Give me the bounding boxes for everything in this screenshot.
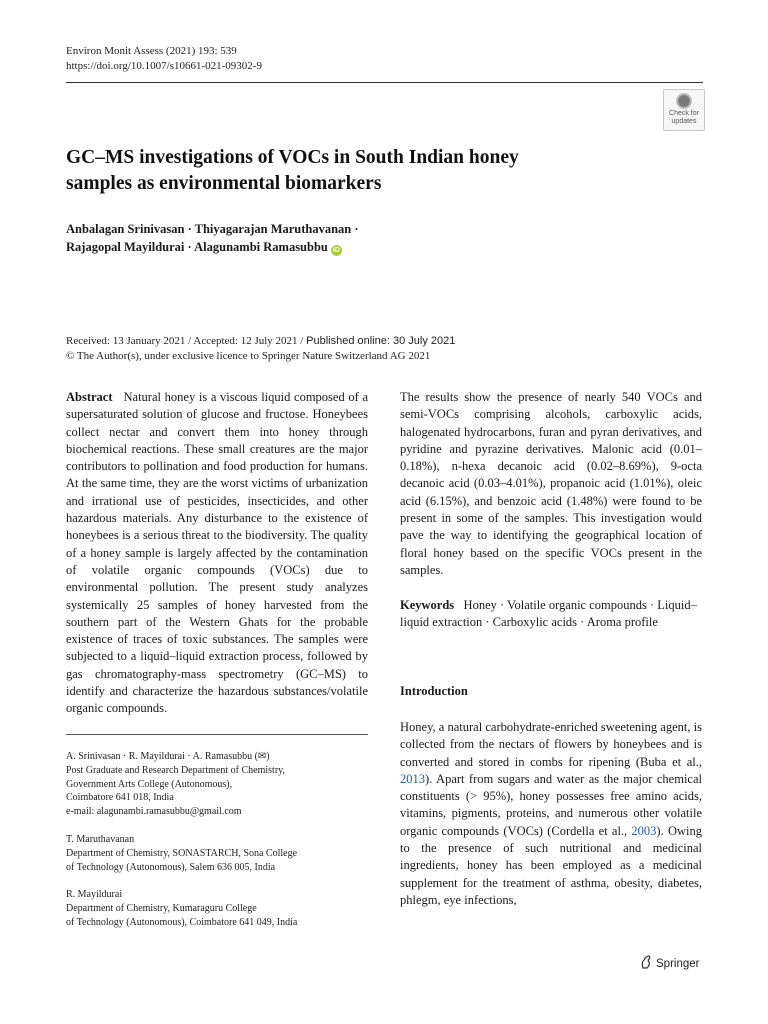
intro-text-1: Honey, a natural carbohydrate-enriched sweetening agent, is collected from the nectars of flowers by honeybees and is converted and stored in combs for ripening (Buba et al., xyxy=(400,720,702,769)
publisher-name: Springer xyxy=(656,958,700,970)
citation-link[interactable]: 2003 xyxy=(631,823,657,838)
orcid-icon[interactable]: iD xyxy=(332,247,340,254)
affiliation-block-2 xyxy=(66,833,368,874)
check-for-updates-button[interactable] xyxy=(663,89,705,131)
abstract-text-left: Natural honey is a viscous liquid composed of a supersaturated solution of glucose and fructose. Honeybees collect nectar and convert them into honey through biochemical reactions. These small creatures are the major contributors to pollination and food production for humans. At the same time, they are the worst victims of urbanization and irrational use of pesticides, insecticides, and other hazardous materials. Any disturbance to the existence of honeybees is a serious threat to the biodiversity. The quality of a honey sample is largely affected by the contamination of volatile organic compounds (VOCs) due to environmental pollution. The present study analyzes systemically 25 samples of honey harvested from the southern part of the Western Ghats for the probable existence of traces of toxic substances. The samples were subjected to a liquid–liquid extraction process, followed by gas chromatography-mass spectrometry (GC–MS) to identify and characterize the hazardous substances/volatile organic compounds. xyxy=(66,390,369,716)
springer-horse-icon xyxy=(640,955,652,969)
citation-link[interactable]: 2013 xyxy=(400,771,425,786)
keywords xyxy=(400,597,702,632)
doi-link[interactable]: https://doi.org/10.1007/s10661-021-09302-9 xyxy=(66,60,262,72)
affiliation-line: Post Graduate and Research Department of Chemistry, xyxy=(66,764,286,776)
intro-text-3: ). Owing to the presence of such nutritional and medicinal ingredients, honey has been employed as a medicinal supplement for the treatment of asthma, obesity, diabetes, phlegm, eye infections, xyxy=(400,823,702,907)
title-line-1: GC–MS investigations of VOCs in South Indian honey xyxy=(66,147,519,168)
article-title xyxy=(66,145,656,197)
email-link[interactable]: e-mail: alagunambi.ramasubbu@gmail.com xyxy=(66,806,242,818)
check-updates-label-2: updates xyxy=(671,118,697,125)
published-online: Published online: 30 July 2021 xyxy=(306,335,456,347)
author-list xyxy=(66,220,666,256)
introduction-heading: Introduction xyxy=(400,684,468,698)
abstract-label: Abstract xyxy=(66,390,113,404)
authors-line-2-wrap xyxy=(66,238,666,256)
affiliation-line: T. Maruthavanan xyxy=(66,834,135,845)
keywords-text: Honey · Volatile organic compounds · Liquid–liquid extraction · Carboxylic acids · Aroma profile xyxy=(400,598,697,630)
affiliation-block-3 xyxy=(66,888,368,929)
publisher-footer xyxy=(640,955,699,970)
affiliation-block-1 xyxy=(66,750,368,819)
affiliation-line: of Technology (Autonomous), Coimbatore 641 049, India xyxy=(66,916,298,928)
check-updates-icon xyxy=(676,93,692,109)
affiliation-line: Government Arts College (Autonomous), xyxy=(66,778,233,790)
title-line-2: samples as environmental biomarkers xyxy=(66,173,382,194)
affiliation-line: R. Mayildurai xyxy=(66,889,123,900)
copyright-line: © The Author(s), under exclusive licence to Springer Nature Switzerland AG 2021 xyxy=(66,349,431,362)
affiliation-separator xyxy=(66,734,368,735)
intro-text-2: ). Apart from sugars and water as the major chemical constituents (> 95%), honey possesses free amino acids, vitamins, pigments, proteins, and numerous other volatile organic compounds (VOCs) (Cordella et al., xyxy=(400,771,702,838)
check-updates-label-1: Check for xyxy=(669,110,699,117)
authors-line-2: Rajagopal Mayildurai · Alagunambi Ramasubbu xyxy=(66,240,328,254)
dates-line xyxy=(66,334,706,349)
abstract-left xyxy=(66,389,368,718)
publication-dates xyxy=(66,334,706,363)
affiliation-line: Coimbatore 641 018, India xyxy=(66,792,174,804)
introduction-text xyxy=(400,719,702,909)
received-accepted: Received: 13 January 2021 / Accepted: 12 July 2021 / xyxy=(66,335,307,347)
abstract-right: The results show the presence of nearly 540 VOCs and semi-VOCs comprising alcohols, carboxylic acids, halogenated hydrocarbons, furan and pyran derivatives, and pyridine and pyrazine derivatives. Malonic acid (0.01–0.18%), n-hexa decanoic acid (0.02–8.69%), 9-octa decanoic acid (0.03–4.01%), propanoic acid (1.01%), oleic acid (6.15%), and benzoic acid (1.48%) were found to be present in some of the samples. This investigation would pave the way to identifying the geographical location of floral honey based on the specific VOCs present in the samples. xyxy=(400,390,702,577)
affiliation-line: Department of Chemistry, SONASTARCH, Sona College xyxy=(66,847,298,859)
affiliation-line: Department of Chemistry, Kumaraguru College xyxy=(66,902,257,914)
keywords-label: Keywords xyxy=(400,598,455,612)
journal-reference: Environ Monit Assess (2021) 193: 539 xyxy=(66,45,237,57)
affiliation-line: of Technology (Autonomous), Salem 636 005, India xyxy=(66,861,276,873)
affiliation-line: A. Srinivasan · R. Mayildurai · A. Ramasubbu (✉) xyxy=(66,751,270,762)
authors-line-1: Anbalagan Srinivasan · Thiyagarajan Maruthavanan · xyxy=(66,222,359,236)
header-rule xyxy=(66,82,703,83)
